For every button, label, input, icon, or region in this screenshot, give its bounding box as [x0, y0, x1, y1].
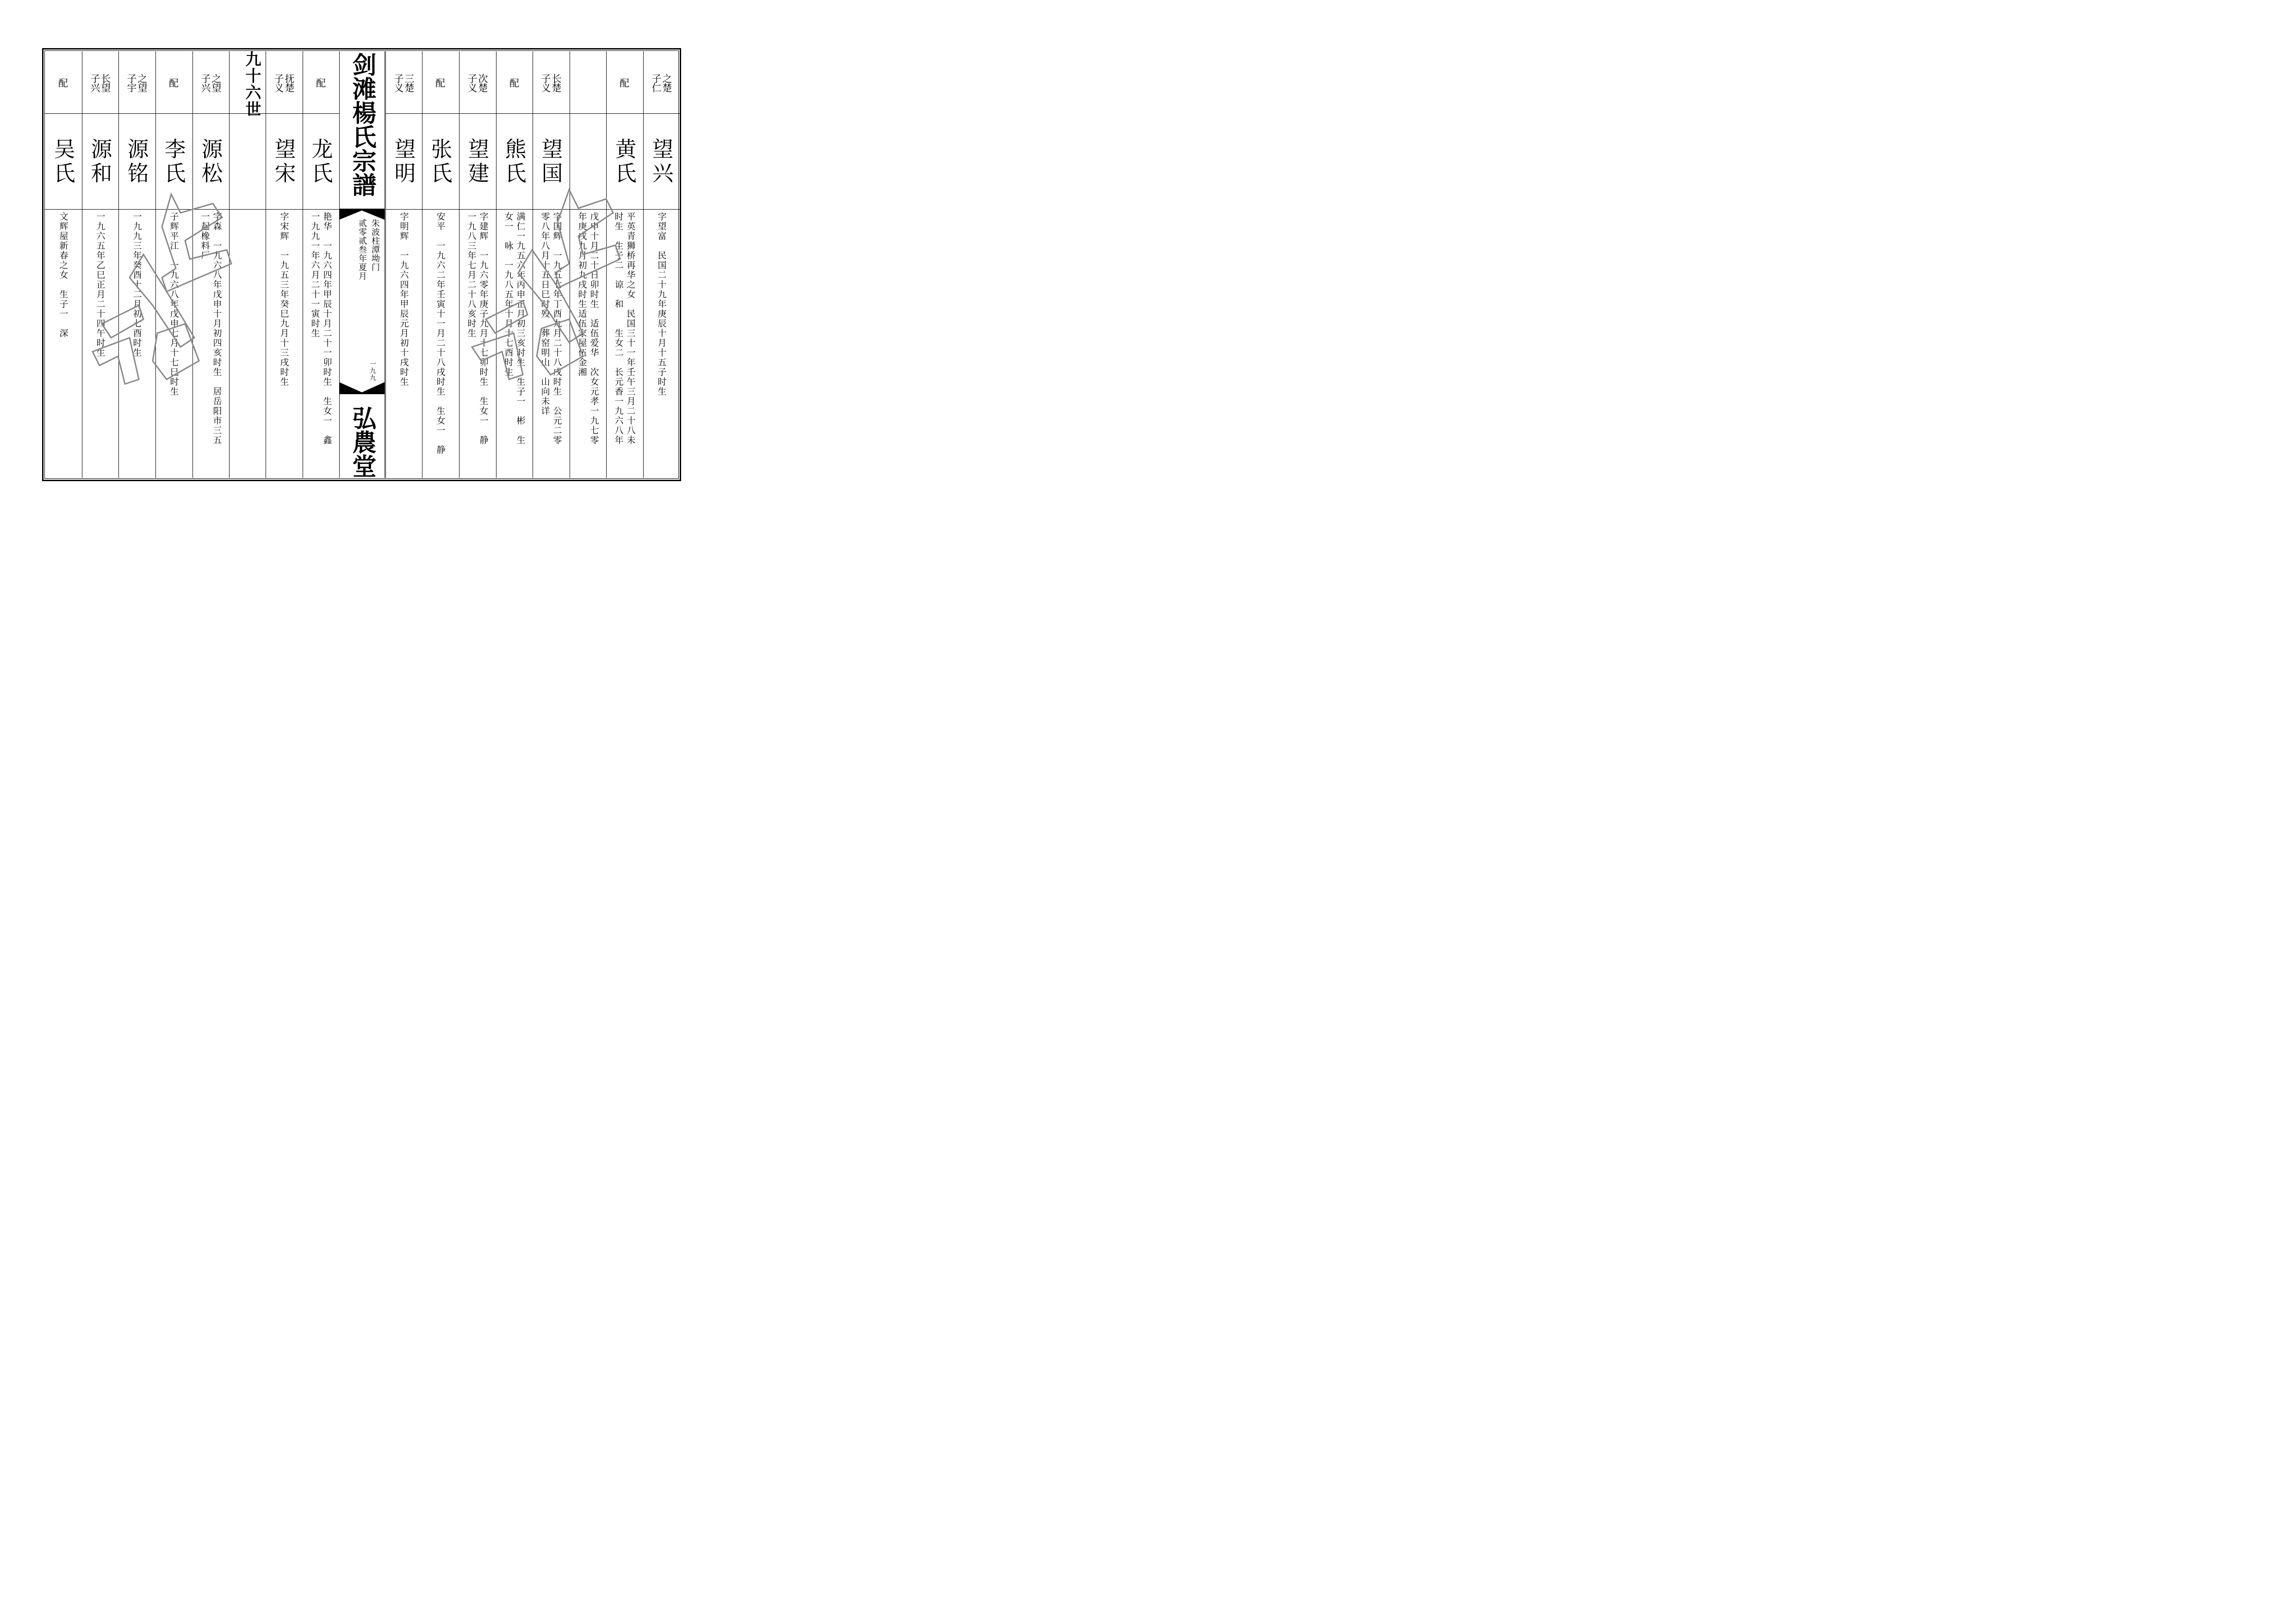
genealogy-column: [422, 51, 459, 478]
biography-cell: [422, 212, 459, 477]
person-name: 源铭: [124, 138, 149, 186]
biography-cell: [385, 212, 422, 477]
spine-title: [339, 52, 385, 209]
relation-text: 配: [435, 78, 445, 89]
relation-cell: [643, 51, 680, 114]
person-name: 望国: [538, 138, 564, 186]
genealogy-column: [459, 51, 496, 478]
biography-line: 平英青狮桥再华之女 民国三十一年壬午三月二十八未: [625, 212, 636, 445]
relation-text: 子宇: [126, 74, 137, 92]
relation-text: 之楚: [661, 74, 672, 92]
biography-cell: [496, 212, 533, 477]
genealogy-column: [82, 51, 118, 478]
person-name: 熊氏: [502, 138, 527, 186]
name-cell: [459, 114, 496, 210]
relation-text: 子兴: [89, 74, 100, 92]
publisher-text: 朱波柱潭坳门: [370, 219, 380, 272]
relation-text: 子义: [466, 74, 478, 92]
name-cell: [385, 114, 422, 210]
biography-line: 时生 生子二 谅 和 生女二 长元香一九六八年: [613, 212, 624, 445]
biography-line: 子辉平江 一九六八年戊申七月十七巳时生: [168, 212, 179, 396]
biography-line: 字国辉 一九五七年丁酉九月二十八戌时生 公元二零: [552, 212, 562, 445]
relation-cell: [155, 51, 192, 114]
genealogy-column: [533, 51, 569, 478]
biography-cell: [82, 212, 118, 477]
relation-text: 长楚: [551, 74, 562, 92]
relation-cell: [459, 51, 496, 114]
biography-line: 女一 咏 一九八五年十月十七酉时生: [503, 212, 514, 377]
biography-line: 字森 一九六八年戊申十月初四亥时生 居岳阳市三五: [211, 212, 222, 445]
genealogy-column: [118, 51, 155, 478]
publish-date-text: 贰零贰叁年夏月: [357, 219, 367, 280]
biography-line: 一九九三年癸酉十二月初七酉时生: [131, 212, 142, 358]
year-mark-text: 一九九: [369, 360, 376, 381]
biography-cell: [303, 212, 339, 477]
name-cell: [155, 114, 192, 210]
name-cell: [422, 114, 459, 210]
genealogy-column: [496, 51, 533, 478]
genealogy-column: [192, 51, 229, 478]
biography-line: 字明辉 一九六四年甲辰元月初十戌时生: [398, 212, 409, 387]
hall-name-text: 弘農堂: [348, 406, 376, 478]
biography-cell: [155, 212, 192, 477]
genealogy-column: [155, 51, 192, 478]
genealogy-column: [266, 51, 302, 478]
biography-cell: [643, 212, 680, 477]
relation-text: 配: [316, 78, 326, 89]
person-name: 望兴: [649, 138, 674, 186]
spine-title-text: 剑滩楊氏宗譜: [348, 52, 376, 197]
biography-line: 一九九一年六月二十一寅时生: [310, 212, 320, 338]
relation-text: 子义: [540, 74, 551, 92]
name-cell: [266, 114, 302, 210]
relation-text: 次楚: [477, 74, 488, 92]
person-name: 望建: [465, 138, 490, 186]
relation-text: 配: [169, 78, 179, 89]
biography-line: 文辉屋新春之女 生子一 深: [58, 212, 68, 338]
biography-line: 一九六五年乙巳正月二十四午时生: [95, 212, 105, 358]
biography-cell: [570, 212, 606, 477]
relation-text: 之望: [211, 74, 222, 92]
biography-line: 安平 一九六二年壬寅十一月二十八戌时生 生女一 静: [435, 212, 446, 455]
name-cell: [606, 114, 643, 210]
biography-line: 字望富 民国二十九年庚辰十月十五子时生: [656, 212, 667, 396]
person-name: 黄氏: [612, 138, 637, 186]
relation-text: 配: [620, 78, 629, 89]
relation-text: 抚楚: [284, 74, 295, 92]
name-cell: [303, 114, 339, 210]
biography-cell: [229, 212, 266, 477]
relation-cell: [266, 51, 302, 114]
relation-text: 之望: [137, 74, 148, 92]
biography-line: 戊申十月二十日卯时生 适伍爱华 次女元孝一九七零: [589, 212, 599, 445]
relation-cell: [118, 51, 155, 114]
genealogy-column: [303, 51, 339, 478]
relation-cell: [496, 51, 533, 114]
person-name: 源和: [87, 138, 113, 186]
name-cell: [533, 114, 569, 210]
hall-name: [339, 394, 385, 478]
relation-text: 子义: [393, 74, 404, 92]
relation-text: 子仁: [651, 74, 662, 92]
person-name: 吴氏: [50, 138, 76, 186]
relation-cell: [303, 51, 339, 114]
name-cell: [82, 114, 118, 210]
fishtail-top-icon: [339, 209, 385, 220]
biography-line: 一九八三年七月二十八亥时生: [466, 212, 477, 338]
generation-label-text: 九十六世: [242, 51, 261, 118]
relation-text: 配: [509, 78, 519, 89]
biography-line: 一起橡料厂: [199, 212, 210, 260]
biography-cell: [459, 212, 496, 477]
biography-line: 零八年八月十五日巳时殁 葬窑明山 山向未详: [540, 212, 550, 416]
relation-cell: [45, 51, 81, 114]
biography-cell: [606, 212, 643, 477]
person-name: 龙氏: [308, 138, 334, 186]
name-cell: [496, 114, 533, 210]
relation-cell: [192, 51, 229, 114]
person-name: 李氏: [161, 138, 186, 186]
biography-line: 字建辉 一九六零年庚子九月十七卯时生 生女一 静: [478, 212, 489, 445]
name-cell: [192, 114, 229, 210]
person-name: 张氏: [428, 138, 453, 186]
name-cell: [118, 114, 155, 210]
name-cell: [570, 114, 606, 210]
relation-cell: [570, 51, 606, 114]
person-name: 望宋: [271, 138, 297, 186]
genealogy-column: [570, 51, 606, 478]
relation-text: 配: [58, 78, 68, 89]
name-cell: [45, 114, 81, 210]
person-name: 望明: [391, 138, 416, 186]
name-cell: [643, 114, 680, 210]
biography-cell: [45, 212, 81, 477]
relation-cell: [533, 51, 569, 114]
relation-cell: [385, 51, 422, 114]
genealogy-column: [606, 51, 643, 478]
biography-cell: [192, 212, 229, 477]
relation-text: 三楚: [403, 74, 415, 92]
biography-line: 年庚戌九月初九戌时生适伍家屋伍金湘: [577, 212, 587, 377]
book-spine: [339, 51, 385, 478]
biography-cell: [118, 212, 155, 477]
relation-text: 子兴: [200, 74, 211, 92]
biography-line: 字宋辉 一九五三年癸巳九月十三戌时生: [279, 212, 289, 387]
person-name: 源松: [198, 138, 223, 186]
biography-line: 满仁一九五六年丙申正月初三亥时生 生子一 彬 生: [515, 212, 526, 445]
generation-label: [241, 51, 259, 130]
genealogy-column: [385, 51, 422, 478]
relation-text: 长望: [100, 74, 111, 92]
relation-text: 子义: [273, 74, 284, 92]
biography-cell: [533, 212, 569, 477]
relation-cell: [82, 51, 118, 114]
relation-cell: [422, 51, 459, 114]
biography-line: 艳华 一九六四年甲辰十月二十一卯时生 生女一 鑫: [322, 212, 332, 445]
genealogy-column: [643, 51, 680, 478]
year-mark: [368, 360, 377, 383]
relation-cell: [606, 51, 643, 114]
genealogy-column: [45, 51, 81, 478]
fishtail-bottom-icon: [339, 382, 385, 394]
biography-cell: [266, 212, 302, 477]
